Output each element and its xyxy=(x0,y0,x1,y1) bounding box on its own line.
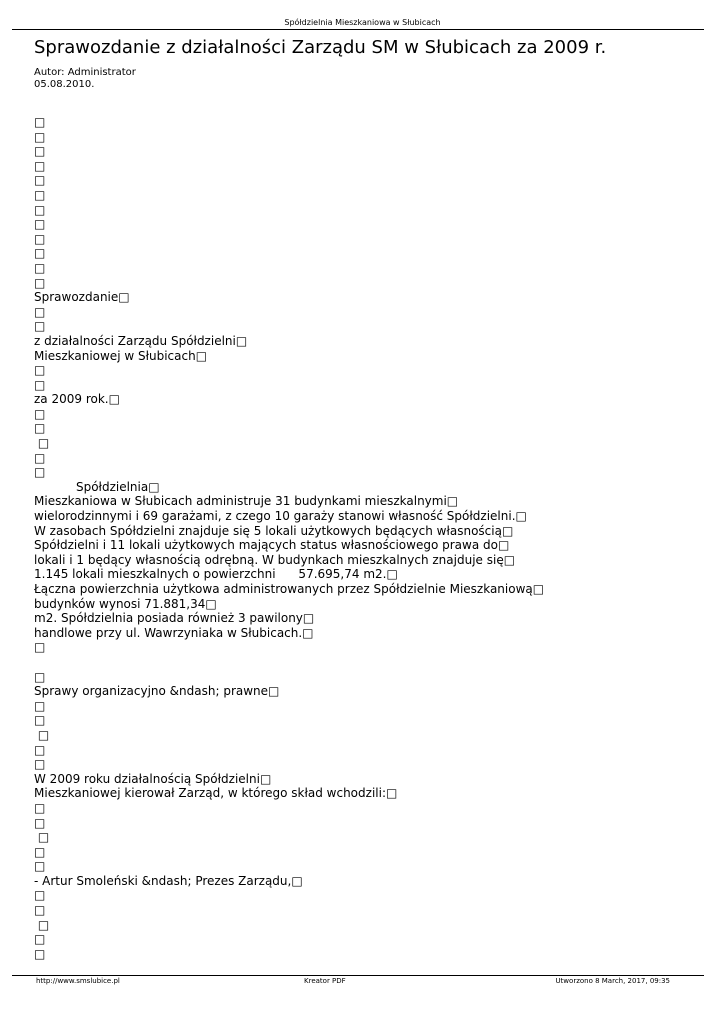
body-line: □ xyxy=(34,888,46,903)
body-line: □ xyxy=(34,800,46,815)
body-line: □ xyxy=(34,129,46,144)
footer-generator: Kreator PDF xyxy=(304,977,346,985)
body-line: □ xyxy=(34,698,46,713)
body-line: m2. Spółdzielnia posiada również 3 pawilony□ xyxy=(34,611,315,626)
body-line: □ xyxy=(34,713,46,728)
body-line: □ xyxy=(34,830,50,845)
body-line: budynków wynosi 71.881,34□ xyxy=(34,596,217,611)
body-line: □ xyxy=(34,363,46,378)
body-line: Sprawozdanie□ xyxy=(34,290,130,305)
body-line: □ xyxy=(34,377,46,392)
author-line: Autor: Administrator xyxy=(34,67,136,78)
body-line: Spółdzielnia□ xyxy=(34,479,160,494)
body-line: Mieszkaniowej kierował Zarząd, w którego skład wchodzili:□ xyxy=(34,786,398,801)
body-line: □ xyxy=(34,319,46,334)
body-line: handlowe przy ul. Wawrzyniaka w Słubicach.□ xyxy=(34,625,314,640)
body-line: □ xyxy=(34,158,46,173)
body-line: □ xyxy=(34,304,46,319)
body-line: Spółdzielni i 11 lokali użytkowych mających status własnościowego prawa do□ xyxy=(34,538,510,553)
body-line: □ xyxy=(34,450,46,465)
body-line: wielorodzinnymi i 69 garażami, z czego 10 garaży stanowi własność Spółdzielni.□ xyxy=(34,509,527,524)
body-line: □ xyxy=(34,757,46,772)
body-line: □ xyxy=(34,202,46,217)
body-line: □ xyxy=(34,946,46,961)
body-line: □ xyxy=(34,115,46,129)
body-line xyxy=(34,655,704,670)
article-title: Sprawozdanie z działalności Zarządu SM w Słubicach za 2009 r. xyxy=(34,37,607,58)
body-line: □ xyxy=(34,727,50,742)
body-line: □ xyxy=(34,859,46,874)
body-line: Mieszkaniowa w Słubicach administruje 31 budynkami mieszkalnymi□ xyxy=(34,494,459,509)
body-line: 1.145 lokali mieszkalnych o powierzchni 57.695,74 m2.□ xyxy=(34,567,398,582)
body-line: □ xyxy=(34,669,46,684)
body-line: □ xyxy=(34,406,46,421)
body-line: z działalności Zarządu Spółdzielni□ xyxy=(34,333,248,348)
body-line: □ xyxy=(34,246,46,261)
body-line: □ xyxy=(34,742,46,757)
body-line: □ xyxy=(34,173,46,188)
body-line: □ xyxy=(34,187,46,202)
body-line: □ xyxy=(34,231,46,246)
body-line: □ xyxy=(34,844,46,859)
body-line: W 2009 roku działalnością Spółdzielni□ xyxy=(34,771,272,786)
body-line: □ xyxy=(34,917,50,932)
body-line: W zasobach Spółdzielni znajduje się 5 lokali użytkowych będących własnością□ xyxy=(34,523,514,538)
article-meta xyxy=(34,67,136,91)
body-line: □ xyxy=(34,260,46,275)
article-body xyxy=(34,115,704,961)
body-line: Łączna powierzchnia użytkowa administrowanych przez Spółdzielnie Mieszkaniową□ xyxy=(34,582,545,596)
footer-url-link[interactable]: http://www.smslubice.pl xyxy=(36,977,120,985)
body-line: □ xyxy=(34,421,46,436)
body-line: □ xyxy=(34,640,46,655)
body-line: □ xyxy=(34,144,46,159)
body-line: Mieszkaniowej w Słubicach□ xyxy=(34,348,208,363)
header-divider xyxy=(12,29,704,30)
footer-created-date: Utworzono 8 March, 2017, 09:35 xyxy=(555,977,670,985)
page-header: Spółdzielnia Mieszkaniowa w Słubicach xyxy=(284,18,441,27)
body-line: □ xyxy=(34,815,46,830)
body-line: □ xyxy=(34,217,46,232)
body-line: □ xyxy=(34,903,46,918)
footer-divider xyxy=(12,975,704,976)
body-line: □ xyxy=(34,436,50,451)
body-line: Sprawy organizacyjno &ndash; prawne□ xyxy=(34,684,280,699)
body-line: □ xyxy=(34,275,46,290)
body-line: - Artur Smoleński &ndash; Prezes Zarządu,□ xyxy=(34,873,303,888)
body-line: □ xyxy=(34,932,46,947)
body-line: lokali i 1 będący własnością odrębną. W budynkach mieszkalnych znajduje się□ xyxy=(34,552,516,567)
body-line: □ xyxy=(34,465,46,480)
body-line: za 2009 rok.□ xyxy=(34,392,120,407)
publish-date: 05.08.2010. xyxy=(34,79,95,90)
